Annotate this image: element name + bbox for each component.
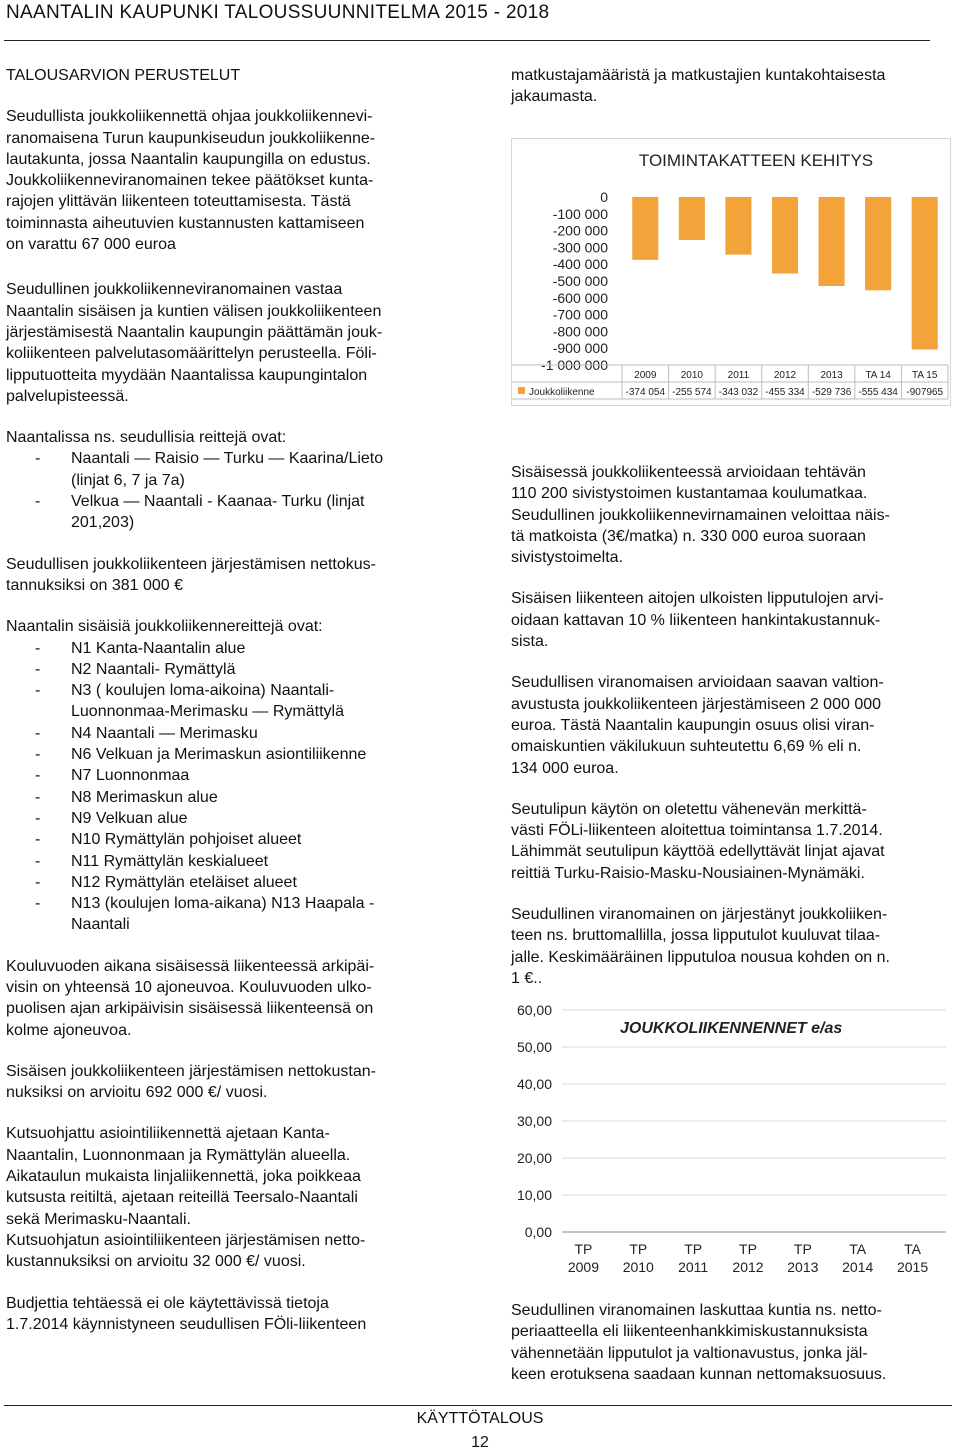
x-category-label: TP [684,1241,703,1257]
chart-operating-margin-svg [512,139,950,405]
y-tick-label: -900 000 [552,340,608,357]
paragraph-budget-note: Budjettia tehtäessä ei ole käytettävissä tietoja 1.7.2014 käynnistyneen seudullisen FÖli-liikenteen [6,1294,367,1333]
list-item: - N10 Rymättylän pohjoiset alueet [6,829,454,850]
paragraph-school-trips: Sisäisessä joukkoliikenteessä arvioidaan tehtävän 110 200 sivistystoimen kustantamaa koulumatkaa. Seudullinen joukkoliikennevirnamainen veloittaa näis- tä matkoista (3€/matka) n. 330 000 euroa suoraan sivistystoimelta. [511,464,890,567]
paragraph-continuation: matkustajamääristä ja matkustajien kuntakohtaisesta jakaumasta. [511,67,886,106]
regional-routes-list [6,448,454,533]
paragraph-regional-routes-intro: Naantalissa ns. seudullisia reittejä ovat: [6,429,287,447]
list-item: - N6 Velkuan ja Merimaskun asiontiliikenne [6,744,454,765]
y-tick-label: -600 000 [552,289,608,306]
data-label: -374 054 [625,387,666,398]
list-item: - N9 Velkuan alue [6,808,454,829]
data-label: -555 434 [858,387,898,398]
chart-operating-margin [511,138,951,406]
bar [819,197,845,286]
x-category-label: 2009 [634,370,657,381]
x-category-label: 2011 [678,1259,709,1275]
y-tick-label: -1 000 000 [541,357,608,373]
header-title: NAANTALIN KAUPUNKI TALOUSSUUNNITELMA 2015 - 2018 [6,2,550,23]
y-tick-label: 60,00 [516,1002,552,1018]
y-tick-label: 30,00 [516,1113,552,1129]
paragraph-authority: Seudullista joukkoliikennettä ohjaa joukkoliikennevi- ranomaisena Turun kaupunkiseudun joukkoliikenne- lautakunta, jossa Naantalin kaupungilla on edustus. Joukkoliikenneviranomainen tekee päätökset kunta- rajojen ylittävän liikenteen toteuttamisesta. Tästä toiminnasta aiheutuvien kustannusten kattamiseen on varattu 67 000 euroa [6,108,376,254]
data-label: -455 334 [765,387,805,398]
bar [912,197,938,350]
list-item: - N4 Naantali — Merimasku [6,723,454,744]
internal-routes-list [6,638,454,936]
bar [772,197,798,273]
paragraph-internal-cost: Sisäisen joukkoliikenteen järjestämisen nettokustan- nuksiksi on arvioitu 692 000 €/ vuosi. [6,1062,376,1102]
x-category-label: 2014 [842,1259,874,1275]
bar [679,197,705,240]
data-label: -343 032 [718,387,759,398]
y-tick-label: 20,00 [516,1150,552,1166]
left-column [6,65,454,1335]
paragraph-internal-routes-intro: Naantalin sisäisiä joukkoliikennereittejä ovat: [6,618,323,636]
paragraph-net-principle: Seudullinen viranomainen laskuttaa kuntia ns. netto- periaatteella eli liikenteenhankkimiskustannuksista vähennetään lipputulot ja valtionavustus, jonka jäl- keen erotuksena saadaan kunnan nettomaksuosuus. [511,1302,887,1383]
legend-swatch [518,387,525,394]
list-item: - N3 ( koulujen loma-aikoina) Naantali- Luonnonmaa-Merimasku — Rymättylä [6,680,454,723]
right-column-bottom [511,1300,951,1385]
paragraph-vehicles: Kouluvuoden aikana sisäisessä liikenteessä arkipäi- visin on yhteensä 10 ajoneuvoa. Kouluvuoden ulko- puolisen ajan arkipäivisin sisäisessä liikenteensä on kolme ajoneuvoa. [6,957,375,1039]
chart-net-cost-per-resident [500,1000,950,1285]
x-category-label: TP [793,1241,812,1257]
header-rule [4,40,930,41]
x-category-label: TP [574,1241,593,1257]
list-item: - N7 Luonnonmaa [6,765,454,786]
list-item: - N2 Naantali- Rymättylä [6,659,454,680]
y-tick-label: 0 [600,189,608,205]
chart-net-cost-svg [500,1000,950,1285]
x-category-label: 2009 [567,1259,600,1275]
list-item: - Velkua — Naantali - Kaanaa- Turku (linjat 201,203) [6,491,454,534]
x-category-label: 2015 [896,1259,929,1275]
paragraph-gross-model: Seudullinen viranomainen on järjestänyt joukkoliiken- teen ns. bruttomallilla, jossa lipputulot kuuluvat tilaa- jalle. Keskimääräinen lipputuloa nousua kohden on n. 1 €.. [511,906,890,987]
list-item: - N13 (koulujen loma-aikana) N13 Haapala - Naantali [6,893,454,936]
right-column-middle [511,462,951,989]
y-tick-label: -500 000 [552,273,608,289]
x-category-label: TA 15 [912,370,938,381]
list-item: - N11 Rymättylän keskialueet [6,851,454,872]
right-column-top [511,65,951,108]
paragraph-call-service: Kutsuohjattu asiointiliikennettä ajetaan Kanta- Naantalin, Luonnonmaan ja Rymättylän alueella. Aikataulun mukaista linjaliikennettä, joka poikkeaa kutsusta reitiltä, ajetaan reiteillä Teersalo-Naantali sekä Merimasku-Naantali. Kutsuohjatun asiointiliikenteen järjestämisen netto- kustannuksiksi on arvioitu 32 000 €/ vuosi. [6,1125,366,1271]
bar [632,197,658,260]
x-category-label: TA [904,1241,922,1257]
x-category-label: 2011 [727,370,750,381]
bar [865,197,891,290]
x-category-label: 2013 [820,370,843,381]
x-category-label: TA [849,1241,867,1257]
data-label: -907965 [906,387,944,398]
x-category-label: 2012 [773,370,797,381]
y-tick-label: 40,00 [516,1076,552,1092]
x-category-label: TP [629,1241,648,1257]
paragraph-responsibility: Seudullinen joukkoliikenneviranomainen vastaa Naantalin sisäisen ja kuntien välisen joukkoliikenteen järjestämisestä Naantalin kaupungin päättämän jouk- koliikenteen palvelutasomäärittelyn perusteella. Föli- lipputuotteita myydään Naantalissa kaupungintalon palvelupisteessä. [6,281,383,405]
x-category-label: 2012 [732,1259,764,1275]
data-label: -529 736 [811,387,852,398]
list-item: - N12 Rymättylän eteläiset alueet [6,872,454,893]
list-item: - Naantali — Raisio — Turku — Kaarina/Lieto (linjat 6, 7 ja 7a) [6,448,454,491]
y-tick-label: -200 000 [552,222,608,239]
paragraph-state-aid: Seudullisen viranomaisen arvioidaan saavan valtion- avustusta joukkoliikenteen järjestämiseen 2 000 000 euroa. Tästä Naantalin kaupungin osuus olisi viran- omaiskuntien väkilukuun suhteutettu 6,69 % eli n. 134 000 euroa. [511,674,884,777]
x-category-label: 2010 [680,370,703,381]
list-item: - N8 Merimaskun alue [6,787,454,808]
legend-label: Joukkoliikenne [529,387,595,398]
y-tick-label: -400 000 [552,256,608,273]
y-tick-label: -300 000 [552,239,608,256]
data-label: -255 574 [672,387,712,398]
footer-rule [4,1405,952,1406]
x-category-label: TP [739,1241,757,1257]
bar [725,197,751,255]
chart-title: JOUKKOLIIKENNENNET e/as [620,1020,843,1037]
x-category-label: 2010 [622,1259,654,1275]
page-header [0,0,960,46]
y-tick-label: 50,00 [516,1039,552,1055]
chart-title: TOIMINTAKATTEEN KEHITYS [638,151,874,170]
paragraph-regional-cost: Seudullisen joukkoliikenteen järjestämisen nettokus- tannuksiksi on 381 000 € [6,555,376,594]
x-category-label: TA 14 [865,370,891,381]
y-tick-label: -100 000 [552,205,608,222]
y-tick-label: 0,00 [524,1224,552,1240]
list-item: - N1 Kanta-Naantalin alue [6,638,454,659]
y-tick-label: -800 000 [552,323,608,340]
page-number: 12 [471,1434,489,1451]
paragraph-regional-ticket: Seutulipun käytön on oletettu vähenevän merkittä- västi FÖLi-liikenteen aloitettua toimintansa 1.7.2014. Lähimmät seutulipun käyttöä edellyttävät linjat ajavat reittiä Turku-Raisio-Masku-Nousiainen-Mynämäki. [511,800,885,882]
y-tick-label: -700 000 [552,306,608,323]
section-heading: TALOUSARVION PERUSTELUT [6,67,241,84]
paragraph-ticket-revenue: Sisäisen liikenteen aitojen ulkoisten lipputulojen arvi- oidaan kattavan 10 % liikenteen hankintakustannuk- sista. [511,590,884,651]
footer-section-title: KÄYTTÖTALOUS [416,1410,544,1427]
y-tick-label: 10,00 [516,1187,552,1203]
x-category-label: 2013 [787,1259,819,1275]
